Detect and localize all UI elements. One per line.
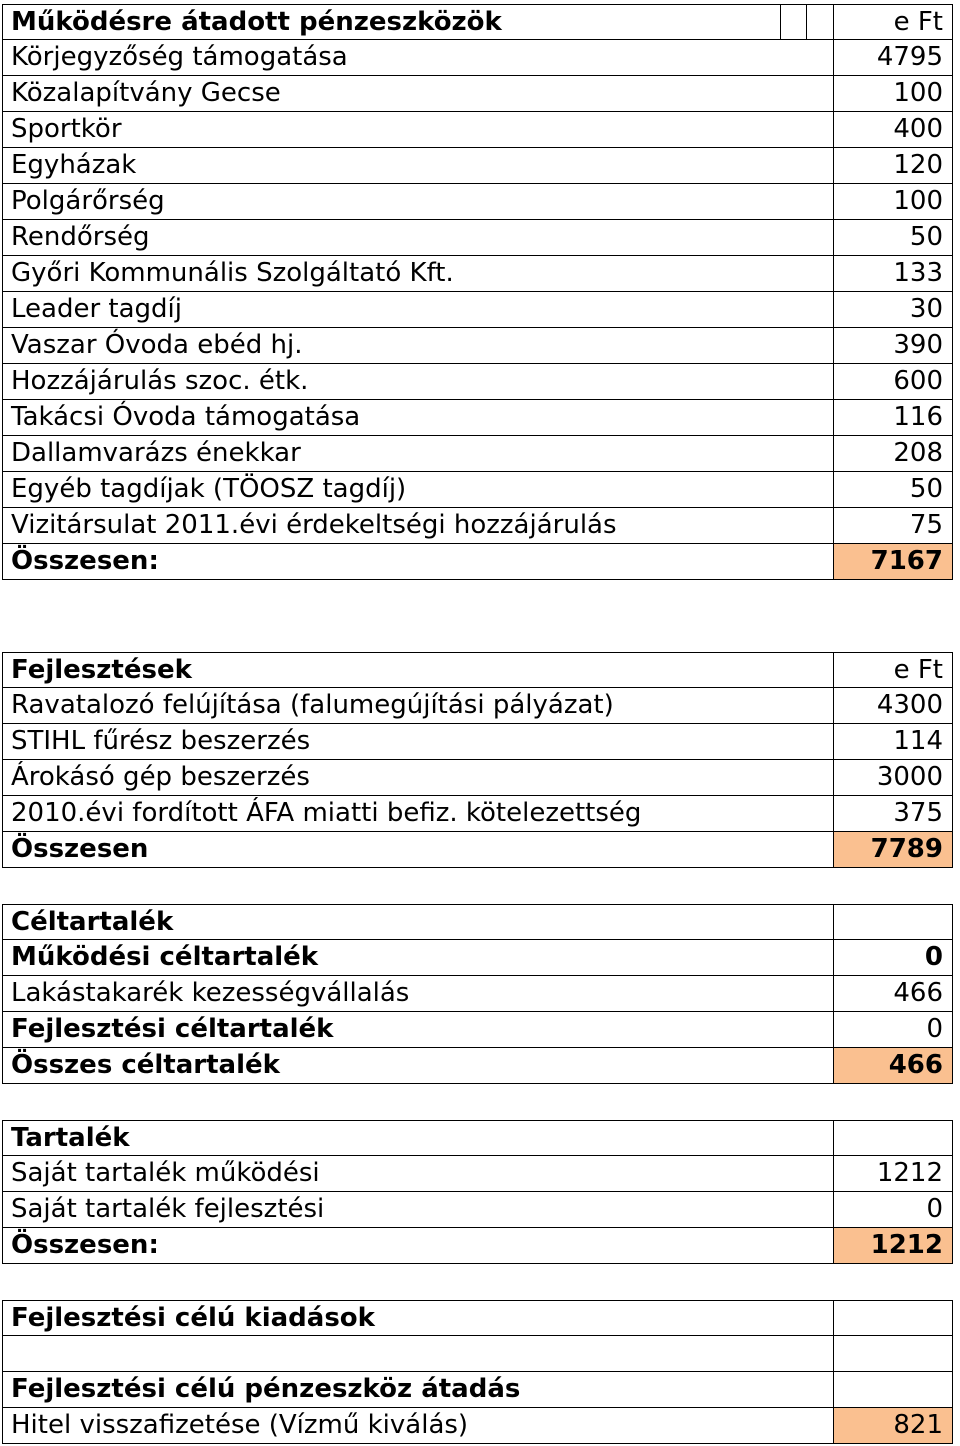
row-value: 0 <box>833 1192 953 1228</box>
row-label: Működésre átadott pénzeszközök <box>2 4 833 40</box>
table-row <box>2 508 953 544</box>
table-row <box>2 148 953 184</box>
header-divider-cell <box>806 4 831 40</box>
row-value <box>833 904 953 940</box>
row-value: 821 <box>833 1408 953 1444</box>
row-value: e Ft <box>833 652 953 688</box>
row-label: Közalapítvány Gecse <box>2 76 833 112</box>
row-value: 30 <box>833 292 953 328</box>
row-label: Rendőrség <box>2 220 833 256</box>
row-label: Összesen: <box>2 1228 833 1264</box>
row-label: Működési céltartalék <box>2 940 833 976</box>
row-label: Hitel visszafizetése (Vízmű kiválás) <box>2 1408 833 1444</box>
row-value <box>833 1120 953 1156</box>
table-row <box>2 472 953 508</box>
table-row <box>2 400 953 436</box>
table-row <box>2 976 953 1012</box>
table-row <box>2 1192 953 1228</box>
table-row <box>2 688 953 724</box>
row-label: Lakástakarék kezességvállalás <box>2 976 833 1012</box>
row-label: 2010.évi fordított ÁFA miatti befiz. kötelezettség <box>2 796 833 832</box>
row-value: 114 <box>833 724 953 760</box>
development-expenses-table <box>2 1300 953 1444</box>
row-value: 120 <box>833 148 953 184</box>
table-row <box>2 76 953 112</box>
row-label: Fejlesztési célú kiadások <box>2 1300 833 1336</box>
table-row <box>2 1156 953 1192</box>
row-value: 4300 <box>833 688 953 724</box>
row-value: 75 <box>833 508 953 544</box>
row-value: 208 <box>833 436 953 472</box>
row-label: Leader tagdíj <box>2 292 833 328</box>
row-value: 1212 <box>833 1156 953 1192</box>
table-row <box>2 1048 953 1084</box>
table-row <box>2 328 953 364</box>
table-row <box>2 1228 953 1264</box>
row-value: 466 <box>833 1048 953 1084</box>
row-value <box>833 1336 953 1372</box>
row-label: Takácsi Óvoda támogatása <box>2 400 833 436</box>
table-row <box>2 544 953 580</box>
header-divider-cell <box>780 4 805 40</box>
table-row <box>2 652 953 688</box>
row-label: Fejlesztési célú pénzeszköz átadás <box>2 1372 833 1408</box>
table-row <box>2 436 953 472</box>
table-row <box>2 256 953 292</box>
row-value: 0 <box>833 1012 953 1048</box>
row-label: Fejlesztések <box>2 652 833 688</box>
row-value: 466 <box>833 976 953 1012</box>
earmarked-reserve-table <box>2 904 953 1084</box>
row-value: 3000 <box>833 760 953 796</box>
row-label <box>2 1336 833 1372</box>
table-row <box>2 1408 953 1444</box>
row-label: Céltartalék <box>2 904 833 940</box>
table-row <box>2 724 953 760</box>
table-row <box>2 364 953 400</box>
row-label: Hozzájárulás szoc. étk. <box>2 364 833 400</box>
row-label: Körjegyzőség támogatása <box>2 40 833 76</box>
table-row <box>2 1300 953 1336</box>
table-row <box>2 760 953 796</box>
table-row <box>2 184 953 220</box>
table-row <box>2 1120 953 1156</box>
row-value: 116 <box>833 400 953 436</box>
row-label: Saját tartalék fejlesztési <box>2 1192 833 1228</box>
row-value: 7167 <box>833 544 953 580</box>
table-row <box>2 220 953 256</box>
row-label: Győri Kommunális Szolgáltató Kft. <box>2 256 833 292</box>
row-label: Egyéb tagdíjak (TÖOSZ tagdíj) <box>2 472 833 508</box>
row-label: Vaszar Óvoda ebéd hj. <box>2 328 833 364</box>
row-label: Egyházak <box>2 148 833 184</box>
table-row <box>2 904 953 940</box>
row-value <box>833 1300 953 1336</box>
row-value: 50 <box>833 472 953 508</box>
row-value: 100 <box>833 76 953 112</box>
row-label: Összes céltartalék <box>2 1048 833 1084</box>
row-value: 133 <box>833 256 953 292</box>
table-row <box>2 1012 953 1048</box>
row-label: STIHL fűrész beszerzés <box>2 724 833 760</box>
row-value <box>833 1372 953 1408</box>
row-value: 7789 <box>833 832 953 868</box>
row-value: 1212 <box>833 1228 953 1264</box>
row-value: 600 <box>833 364 953 400</box>
transfers-table <box>2 4 953 580</box>
reserve-table <box>2 1120 953 1264</box>
row-label: Árokásó gép beszerzés <box>2 760 833 796</box>
row-label: Összesen: <box>2 544 833 580</box>
table-row <box>2 796 953 832</box>
table-row <box>2 112 953 148</box>
row-label: Tartalék <box>2 1120 833 1156</box>
row-label: Dallamvarázs énekkar <box>2 436 833 472</box>
table-row <box>2 832 953 868</box>
row-value: 0 <box>833 940 953 976</box>
developments-table <box>2 652 953 868</box>
row-label: Összesen <box>2 832 833 868</box>
table-row <box>2 1372 953 1408</box>
table-row <box>2 40 953 76</box>
row-value: 50 <box>833 220 953 256</box>
row-value: 390 <box>833 328 953 364</box>
row-label: Fejlesztési céltartalék <box>2 1012 833 1048</box>
table-row <box>2 292 953 328</box>
row-value: 4795 <box>833 40 953 76</box>
row-value: 100 <box>833 184 953 220</box>
row-label: Polgárőrség <box>2 184 833 220</box>
table-row <box>2 940 953 976</box>
row-label: Saját tartalék működési <box>2 1156 833 1192</box>
row-label: Sportkör <box>2 112 833 148</box>
table-row <box>2 1336 953 1372</box>
row-value: e Ft <box>833 4 953 40</box>
row-value: 375 <box>833 796 953 832</box>
row-label: Ravatalozó felújítása (falumegújítási pályázat) <box>2 688 833 724</box>
row-value: 400 <box>833 112 953 148</box>
row-label: Vizitársulat 2011.évi érdekeltségi hozzájárulás <box>2 508 833 544</box>
